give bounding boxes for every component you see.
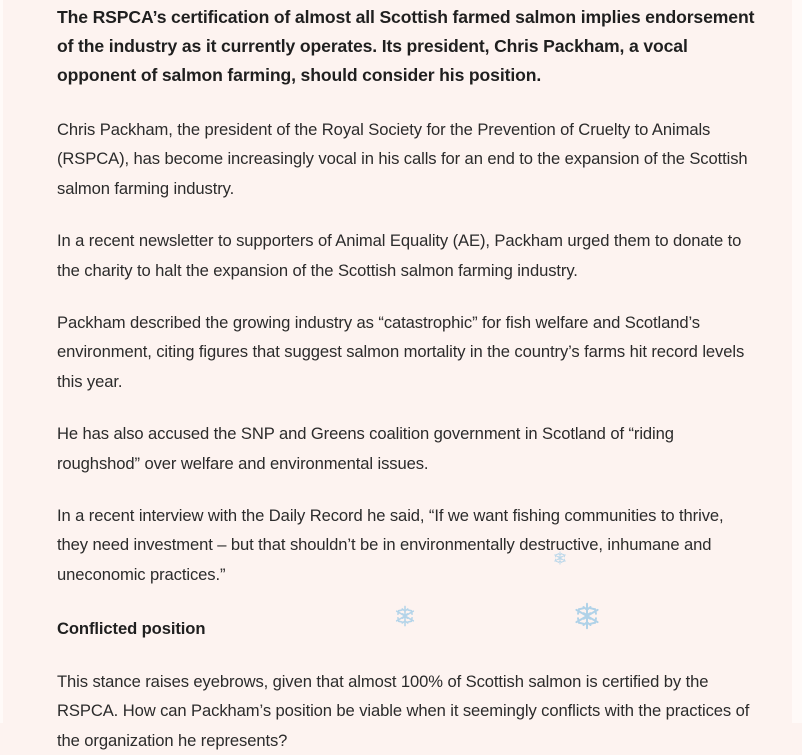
page-left-edge (0, 0, 3, 723)
article-paragraph-2: In a recent newsletter to supporters of Animal Equality (AE), Packham urged them to donate to the charity to halt the expansion of the Scottish salmon farming industry. (57, 231, 742, 280)
article-standfirst: The RSPCA’s certification of almost all Scottish farmed salmon implies endorsement of the industry as it currently operates. Its president, Chris Packham, a vocal opponent of salmon farming, should consider his position. (57, 7, 755, 85)
article-paragraph-3: Packham described the growing industry as “catastrophic” for fish welfare and Scotland’s environment, citing figures that suggest salmon mortality in the country’s farms hit record levels this year. (57, 313, 745, 391)
article-body (57, 0, 757, 755)
page-right-edge (792, 0, 802, 723)
article-subheading: Conflicted position (57, 619, 206, 639)
article-paragraph-4: He has also accused the SNP and Greens coalition government in Scotland of “riding roughshod” over welfare and environmental issues. (57, 424, 674, 473)
article-paragraph-5: In a recent interview with the Daily Record he said, “If we want fishing communities to thrive, they need investment – but that shouldn’t be in environmentally destructive, inhumane and uneconomic practices.” (57, 506, 724, 584)
article-paragraph-1: Chris Packham, the president of the Royal Society for the Prevention of Cruelty to Animals (RSPCA), has become increasingly vocal in his calls for an end to the expansion of the Scottish salmon farming industry. (57, 120, 748, 198)
article-closing-paragraph: This stance raises eyebrows, given that almost 100% of Scottish salmon is certified by the RSPCA. How can Packham’s position be viable when it seemingly conflicts with the practices of the organization he represents? (57, 671, 750, 750)
